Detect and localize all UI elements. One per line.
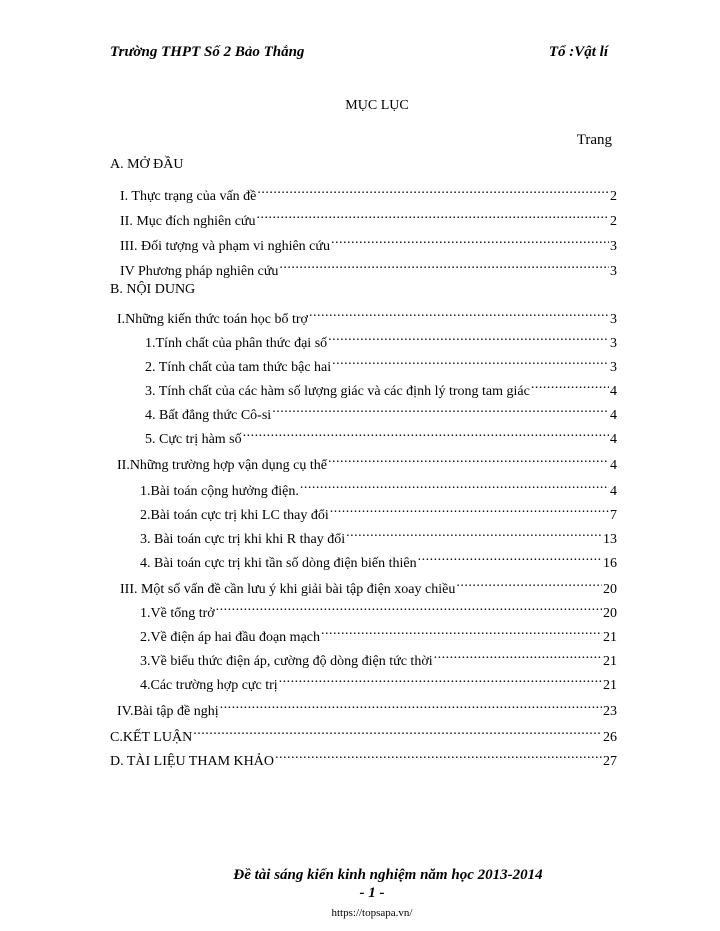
toc-entry-page: 26 (603, 730, 617, 745)
toc-entry[interactable] (140, 547, 617, 571)
toc-entry-label: A. MỞ ĐẦU (110, 157, 184, 172)
toc-entry-page: 7 (610, 508, 617, 523)
toc-title: MỤC LỤC (345, 98, 409, 113)
toc-leader-dots (330, 499, 609, 519)
toc-leader-dots (456, 573, 602, 593)
toc-entry-label: 3. Bài toán cực trị khi khi R thay đổi (140, 532, 346, 547)
toc-entry-label: 1.Về tổng trở (140, 606, 215, 621)
toc-leader-dots (434, 645, 602, 665)
toc-entry[interactable] (140, 597, 617, 621)
toc-entry-page: 3 (610, 360, 617, 375)
toc-entry-page: 23 (603, 704, 617, 719)
toc-entry-label: 5. Cực trị hàm số (145, 432, 242, 447)
toc-leader-dots (331, 230, 609, 250)
school-name: Trường THPT Số 2 Bảo Thắng (110, 44, 305, 60)
toc-leader-dots (328, 327, 609, 347)
toc-entry[interactable] (140, 499, 617, 523)
toc-leader-dots (531, 375, 609, 395)
toc-entry-label: I. Thực trạng của vấn đề (120, 189, 257, 204)
toc-entry-label: 4. Bài toán cực trị khi tần số dòng điện biến thiên (140, 556, 417, 571)
toc-entry[interactable] (117, 695, 617, 719)
footer-page-number: - 1 - (359, 885, 385, 901)
toc-leader-dots (279, 669, 602, 689)
toc-entry-label: IV.Bài tập đề nghị (117, 704, 219, 719)
toc-entry[interactable] (140, 645, 617, 669)
toc-entry-page: 21 (603, 654, 617, 669)
toc-entry[interactable] (120, 230, 617, 254)
toc-leader-dots (216, 597, 602, 617)
toc-entry-page: 3 (610, 239, 617, 254)
toc-entry-label: B. NỘI DUNG (110, 282, 196, 297)
toc-entry[interactable] (120, 205, 617, 229)
toc-entry[interactable] (145, 327, 617, 351)
toc-entry-label: II. Mục đích nghiên cứu (120, 214, 256, 229)
toc-entry[interactable] (140, 669, 617, 693)
toc-entry-label: 1.Bài toán cộng hưởng điện. (140, 484, 299, 499)
toc-leader-dots (346, 523, 602, 543)
toc-entry-page: 21 (603, 630, 617, 645)
toc-entry[interactable] (140, 621, 617, 645)
toc-entry-label: II.Những trường hợp vận dụng cụ thể (117, 458, 327, 473)
toc-entry[interactable] (140, 523, 617, 547)
toc-entry-label: 4.Các trường hợp cực trị (140, 678, 278, 693)
toc-entry-page: 3 (610, 336, 617, 351)
toc-leader-dots (257, 180, 609, 200)
toc-leader-dots (243, 423, 609, 443)
toc-entry[interactable] (117, 303, 617, 327)
toc-entry-page: 27 (603, 754, 617, 769)
toc-entry-label: D. TÀI LIỆU THAM KHẢO (110, 754, 274, 769)
toc-entry-page: 3 (610, 312, 617, 327)
toc-leader-dots (272, 399, 609, 419)
toc-leader-dots (300, 475, 609, 495)
toc-entry-page: 21 (603, 678, 617, 693)
toc-entry-label: 2.Bài toán cực trị khi LC thay đổi (140, 508, 329, 523)
toc-entry-label: 4. Bất đẳng thức Cô-si (145, 408, 272, 423)
toc-entry-label: I.Những kiến thức toán học bổ trợ (117, 312, 308, 327)
toc-entry[interactable] (110, 721, 617, 745)
page-column-label: Trang (576, 132, 612, 148)
toc-entry-page: 20 (603, 582, 617, 597)
toc-entry-label: 2. Tính chất của tam thức bậc hai (145, 360, 332, 375)
toc-entry[interactable] (110, 745, 617, 769)
toc-entry-page: 4 (610, 384, 617, 399)
department-name: Tổ :Vật lí (548, 44, 608, 60)
toc-entry[interactable] (140, 475, 617, 499)
toc-entry-label: III. Đối tượng và phạm vi nghiên cứu (120, 239, 330, 254)
toc-leader-dots (309, 303, 609, 323)
toc-leader-dots (279, 255, 609, 275)
toc-entry-page: 20 (603, 606, 617, 621)
toc-entry[interactable] (145, 423, 617, 447)
toc-leader-dots (275, 745, 602, 765)
toc-entry[interactable] (145, 399, 617, 423)
toc-entry[interactable] (145, 351, 617, 375)
toc-entry-label: 2.Về điện áp hai đầu đoạn mạch (140, 630, 320, 645)
footer-url[interactable]: https://topsapa.vn/ (331, 907, 413, 919)
toc-entry[interactable] (145, 375, 617, 399)
footer-title: Đề tài sáng kiến kinh nghiệm năm học 2013-2014 (233, 867, 543, 883)
toc-entry-page: 2 (610, 214, 617, 229)
toc-leader-dots (193, 721, 602, 741)
toc-entry-label: IV Phương pháp nghiên cứu (120, 264, 279, 279)
toc-entry-page: 3 (610, 264, 617, 279)
toc-entry[interactable] (120, 255, 617, 279)
toc-leader-dots (220, 695, 602, 715)
toc-entry-page: 4 (610, 432, 617, 447)
toc-entry-label: III. Một số vấn đề cần lưu ý khi giải bài tập điện xoay chiều (120, 582, 456, 597)
toc-entry[interactable] (110, 280, 610, 300)
toc-leader-dots (418, 547, 602, 567)
toc-leader-dots (328, 449, 609, 469)
toc-leader-dots (257, 205, 610, 225)
toc-entry-label: C.KẾT LUẬN (110, 730, 193, 745)
toc-entry-page: 13 (603, 532, 617, 547)
toc-entry-label: 1.Tính chất của phân thức đại số (145, 336, 328, 351)
toc-entry-page: 16 (603, 556, 617, 571)
toc-entry-page: 4 (610, 408, 617, 423)
toc-entry[interactable] (120, 573, 617, 597)
toc-entry-page: 2 (610, 189, 617, 204)
toc-entry-label: 3.Về biểu thức điện áp, cường độ dòng điện tức thời (140, 654, 433, 669)
toc-entry-page: 4 (610, 458, 617, 473)
toc-entry[interactable] (110, 155, 610, 175)
toc-entry[interactable] (117, 449, 617, 473)
toc-entry-label: 3. Tính chất của các hàm số lượng giác và các định lý trong tam giác (145, 384, 530, 399)
toc-leader-dots (332, 351, 609, 371)
toc-entry-page: 4 (610, 484, 617, 499)
toc-leader-dots (321, 621, 602, 641)
toc-entry[interactable] (120, 180, 617, 204)
